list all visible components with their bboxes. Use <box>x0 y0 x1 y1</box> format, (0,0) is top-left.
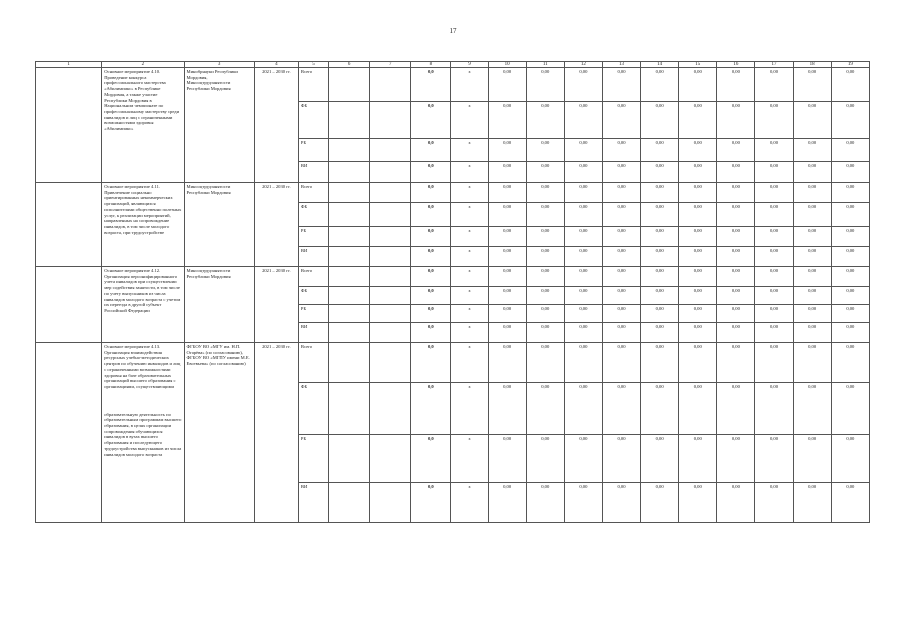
empty-cell <box>329 435 370 483</box>
year-value-cell: 0,00 <box>526 247 564 267</box>
period: 2021 – 2030 гг. <box>254 267 298 343</box>
empty-cell <box>370 203 411 227</box>
year-value-cell: 0,00 <box>564 435 602 483</box>
empty-cell <box>329 102 370 139</box>
year-value-cell: 0,00 <box>564 203 602 227</box>
year-value-cell: 0,00 <box>641 383 679 435</box>
year-value-cell: 0,00 <box>679 102 717 139</box>
column-header: 2 <box>102 62 184 68</box>
year-value-cell: 0,00 <box>717 162 755 183</box>
funding-source: РБ <box>298 139 328 162</box>
year-value-cell: 0,00 <box>679 203 717 227</box>
year-value-cell: 0,00 <box>526 203 564 227</box>
funding-source: ФБ <box>298 383 328 435</box>
funding-source: РБ <box>298 305 328 323</box>
year-value-cell: 0,00 <box>679 305 717 323</box>
column-header: 17 <box>755 62 793 68</box>
year-value-cell: 0,00 <box>831 227 869 247</box>
funding-source: ФБ <box>298 203 328 227</box>
year-value-cell: 0,00 <box>717 435 755 483</box>
year-value-cell: 0,00 <box>488 102 526 139</box>
year-value-cell: 0,00 <box>755 483 793 523</box>
funding-source: ВИ <box>298 247 328 267</box>
year-value-cell: 0,00 <box>564 183 602 203</box>
column-header: 18 <box>793 62 831 68</box>
year-value-cell: 0,00 <box>602 102 640 139</box>
empty-cell <box>370 383 411 435</box>
year-value-cell: 0,00 <box>602 483 640 523</box>
column-header: 3 <box>184 62 254 68</box>
year-value-cell: 0,00 <box>526 287 564 305</box>
budget-table <box>35 61 870 523</box>
year-value-cell: 0,00 <box>488 343 526 383</box>
value-cell: 0,0 <box>411 483 451 523</box>
year-value-cell: 0,00 <box>679 483 717 523</box>
year-value-cell: 0,00 <box>717 287 755 305</box>
year-value-cell: 0,00 <box>755 227 793 247</box>
value-cell: 0,0 <box>411 247 451 267</box>
year-value-cell: 0,00 <box>526 343 564 383</box>
empty-cell <box>329 139 370 162</box>
year-value-cell: 0,00 <box>679 183 717 203</box>
year-value-cell: 0,00 <box>717 183 755 203</box>
year-value-cell: 0,00 <box>526 323 564 343</box>
year-value-cell: 0,00 <box>602 287 640 305</box>
year-value-cell: 0,00 <box>641 68 679 102</box>
empty-cell <box>329 68 370 102</box>
value-cell: 0,0 <box>411 102 451 139</box>
year-value-cell: 0,00 <box>526 227 564 247</box>
empty-cell <box>370 287 411 305</box>
year-value-cell: 0,00 <box>679 139 717 162</box>
measure-name <box>102 343 184 523</box>
year-value-cell: 0,00 <box>793 287 831 305</box>
measure-name: Основное мероприятие 4.10. Проведение конкурса профессионального мастерства «Абилимпикс» в Республике Мордовия, а также участие Республики Мордовия в Национальном чемпионате по профессиональному мастерству среди инвалидов и лиц с ограниченными возможностями здоровья «Абилимпикс» <box>102 68 184 183</box>
empty-cell <box>329 305 370 323</box>
year-value-cell: 0,00 <box>526 267 564 287</box>
year-value-cell: 0,00 <box>526 183 564 203</box>
year-value-cell: 0,00 <box>641 162 679 183</box>
year-value-cell: 0,00 <box>679 323 717 343</box>
year-value-cell: 0,00 <box>717 102 755 139</box>
year-value-cell: 0,00 <box>831 343 869 383</box>
year-value-cell: 0,00 <box>602 183 640 203</box>
year-value-cell: 0,00 <box>793 483 831 523</box>
funding-source: РБ <box>298 227 328 247</box>
measure-name-continued: образовательную деятельность по образовательным программам высшего образования, в целях организации сопровождения обучающихся инвалидов в вузах высшего образования и последующего трудоустройства выпускников из числа инвалидов молодого возраста <box>104 411 182 457</box>
table-row <box>36 343 870 383</box>
year-value-cell: 0,00 <box>488 323 526 343</box>
year-value-cell: 0,00 <box>641 435 679 483</box>
value-cell: 0,0 <box>411 203 451 227</box>
year-value-cell: 0,00 <box>488 162 526 183</box>
executor: Минобрнауки Республики Мордовия, Минсоцтрудзанятости Республики Мордовия <box>184 68 254 183</box>
year-value-cell: 0,00 <box>602 343 640 383</box>
column-header: 8 <box>411 62 451 68</box>
year-value-cell: 0,00 <box>488 227 526 247</box>
year-value-cell: 0,00 <box>793 305 831 323</box>
year-value-cell: 0,00 <box>564 68 602 102</box>
column-header: 16 <box>717 62 755 68</box>
year-value-cell: 0,00 <box>564 162 602 183</box>
year-value-cell: 0,00 <box>488 68 526 102</box>
value-cell: 0,0 <box>411 435 451 483</box>
empty-cell <box>370 343 411 383</box>
year-value-cell: 0,00 <box>641 102 679 139</box>
year-value-cell: 0,00 <box>717 139 755 162</box>
year-value-cell: 0,00 <box>831 287 869 305</box>
year-value-cell: 0,00 <box>793 203 831 227</box>
table-row <box>36 183 870 203</box>
year-value-cell: 0,00 <box>602 267 640 287</box>
year-value-cell: 0,00 <box>717 323 755 343</box>
funding-source: Всего <box>298 68 328 102</box>
year-value-cell: 0,00 <box>679 227 717 247</box>
value-cell: x <box>451 483 488 523</box>
column-header: 7 <box>370 62 411 68</box>
funding-source: Всего <box>298 267 328 287</box>
year-value-cell: 0,00 <box>602 227 640 247</box>
year-value-cell: 0,00 <box>755 139 793 162</box>
empty-cell <box>370 139 411 162</box>
period: 2021 – 2030 гг. <box>254 68 298 183</box>
value-cell: x <box>451 68 488 102</box>
year-value-cell: 0,00 <box>793 383 831 435</box>
value-cell: 0,0 <box>411 139 451 162</box>
value-cell: 0,0 <box>411 162 451 183</box>
year-value-cell: 0,00 <box>717 247 755 267</box>
empty-cell <box>370 102 411 139</box>
value-cell: x <box>451 203 488 227</box>
year-value-cell: 0,00 <box>755 162 793 183</box>
year-value-cell: 0,00 <box>602 162 640 183</box>
year-value-cell: 0,00 <box>488 305 526 323</box>
year-value-cell: 0,00 <box>641 323 679 343</box>
value-cell: 0,0 <box>411 323 451 343</box>
measure-name-part: Основное мероприятие 4.13. Организация взаимодействия ресурсных учебно-методических центров по обучению инвалидов и лиц с ограниченными возможностями здоровья на базе образовательных организаций высшего образования с организациями, осуществляющими <box>104 344 181 389</box>
year-value-cell: 0,00 <box>526 483 564 523</box>
value-cell: 0,0 <box>411 383 451 435</box>
year-value-cell: 0,00 <box>793 139 831 162</box>
value-cell: x <box>451 227 488 247</box>
value-cell: x <box>451 183 488 203</box>
year-value-cell: 0,00 <box>526 162 564 183</box>
year-value-cell: 0,00 <box>641 247 679 267</box>
empty-cell <box>329 183 370 203</box>
empty-cell <box>329 267 370 287</box>
empty-cell <box>370 227 411 247</box>
year-value-cell: 0,00 <box>679 267 717 287</box>
executor: ФГБОУ ВО «МГУ им. Н.П. Огарёва» (по согласованию), ФГБОУ ВО «МГПУ имени М.Е. Евсевьева» (по согласованию) <box>184 343 254 523</box>
year-value-cell: 0,00 <box>526 383 564 435</box>
year-value-cell: 0,00 <box>679 383 717 435</box>
year-value-cell: 0,00 <box>679 287 717 305</box>
value-cell: 0,0 <box>411 183 451 203</box>
year-value-cell: 0,00 <box>526 68 564 102</box>
year-value-cell: 0,00 <box>755 343 793 383</box>
funding-source: ВИ <box>298 483 328 523</box>
measure-name: Основное мероприятие 4.12. Организация персонифицированного учета инвалидов при осуществлении мер содействия занятости, в том числе по учету выпускников из числа инвалидов молодого возраста с учетом их переезда в другой субъект Российской Федерации <box>102 267 184 343</box>
column-header: 11 <box>526 62 564 68</box>
value-cell: x <box>451 305 488 323</box>
column-header: 15 <box>679 62 717 68</box>
year-value-cell: 0,00 <box>831 183 869 203</box>
year-value-cell: 0,00 <box>831 68 869 102</box>
funding-source: ВИ <box>298 162 328 183</box>
column-header: 1 <box>36 62 102 68</box>
year-value-cell: 0,00 <box>755 323 793 343</box>
year-value-cell: 0,00 <box>564 483 602 523</box>
measure-name: Основное мероприятие 4.11. Привлечение социально ориентированных некоммерческих организаций, являющихся исполнителями общественно полезных услуг, к реализации мероприятий, направленных на сопровождение инвалидов, в том числе молодого возраста, при трудоустройстве <box>102 183 184 267</box>
year-value-cell: 0,00 <box>793 435 831 483</box>
year-value-cell: 0,00 <box>641 227 679 247</box>
year-value-cell: 0,00 <box>831 203 869 227</box>
empty-cell <box>329 247 370 267</box>
column-header: 6 <box>329 62 370 68</box>
executor: Минсоцтрудзанятости Республики Мордовия <box>184 267 254 343</box>
year-value-cell: 0,00 <box>488 483 526 523</box>
year-value-cell: 0,00 <box>641 267 679 287</box>
year-value-cell: 0,00 <box>564 247 602 267</box>
year-value-cell: 0,00 <box>679 343 717 383</box>
year-value-cell: 0,00 <box>602 247 640 267</box>
value-cell: 0,0 <box>411 267 451 287</box>
year-value-cell: 0,00 <box>717 267 755 287</box>
year-value-cell: 0,00 <box>755 102 793 139</box>
row-number-cell <box>36 68 102 183</box>
funding-source: Всего <box>298 343 328 383</box>
empty-cell <box>370 183 411 203</box>
year-value-cell: 0,00 <box>831 383 869 435</box>
empty-cell <box>370 267 411 287</box>
empty-cell <box>329 227 370 247</box>
empty-cell <box>370 162 411 183</box>
year-value-cell: 0,00 <box>717 227 755 247</box>
year-value-cell: 0,00 <box>831 247 869 267</box>
year-value-cell: 0,00 <box>831 162 869 183</box>
value-cell: x <box>451 247 488 267</box>
year-value-cell: 0,00 <box>755 305 793 323</box>
year-value-cell: 0,00 <box>564 383 602 435</box>
value-cell: 0,0 <box>411 68 451 102</box>
year-value-cell: 0,00 <box>717 305 755 323</box>
year-value-cell: 0,00 <box>564 343 602 383</box>
year-value-cell: 0,00 <box>564 287 602 305</box>
value-cell: 0,0 <box>411 227 451 247</box>
empty-cell <box>329 162 370 183</box>
column-header: 12 <box>564 62 602 68</box>
empty-cell <box>370 68 411 102</box>
empty-cell <box>370 247 411 267</box>
value-cell: x <box>451 139 488 162</box>
row-number-cell <box>36 183 102 267</box>
year-value-cell: 0,00 <box>564 102 602 139</box>
funding-source: РБ <box>298 435 328 483</box>
value-cell: x <box>451 267 488 287</box>
year-value-cell: 0,00 <box>793 183 831 203</box>
empty-cell <box>370 435 411 483</box>
column-header: 19 <box>831 62 869 68</box>
year-value-cell: 0,00 <box>641 343 679 383</box>
column-header: 5 <box>298 62 328 68</box>
year-value-cell: 0,00 <box>793 68 831 102</box>
year-value-cell: 0,00 <box>564 305 602 323</box>
period: 2021 – 2030 гг. <box>254 343 298 523</box>
year-value-cell: 0,00 <box>564 227 602 247</box>
year-value-cell: 0,00 <box>831 102 869 139</box>
funding-source: ФБ <box>298 287 328 305</box>
value-cell: 0,0 <box>411 305 451 323</box>
empty-cell <box>329 343 370 383</box>
year-value-cell: 0,00 <box>755 68 793 102</box>
year-value-cell: 0,00 <box>488 247 526 267</box>
year-value-cell: 0,00 <box>602 203 640 227</box>
row-number-cell <box>36 267 102 343</box>
year-value-cell: 0,00 <box>793 267 831 287</box>
year-value-cell: 0,00 <box>641 305 679 323</box>
year-value-cell: 0,00 <box>488 287 526 305</box>
year-value-cell: 0,00 <box>831 483 869 523</box>
year-value-cell: 0,00 <box>679 68 717 102</box>
year-value-cell: 0,00 <box>602 139 640 162</box>
empty-cell <box>329 203 370 227</box>
year-value-cell: 0,00 <box>641 483 679 523</box>
empty-cell <box>370 323 411 343</box>
value-cell: x <box>451 435 488 483</box>
year-value-cell: 0,00 <box>793 247 831 267</box>
year-value-cell: 0,00 <box>717 483 755 523</box>
funding-source: ВИ <box>298 323 328 343</box>
value-cell: x <box>451 323 488 343</box>
year-value-cell: 0,00 <box>679 162 717 183</box>
year-value-cell: 0,00 <box>755 203 793 227</box>
empty-cell <box>370 305 411 323</box>
value-cell: x <box>451 162 488 183</box>
column-header: 10 <box>488 62 526 68</box>
year-value-cell: 0,00 <box>564 139 602 162</box>
year-value-cell: 0,00 <box>564 323 602 343</box>
year-value-cell: 0,00 <box>793 162 831 183</box>
year-value-cell: 0,00 <box>793 343 831 383</box>
year-value-cell: 0,00 <box>641 203 679 227</box>
funding-source: Всего <box>298 183 328 203</box>
year-value-cell: 0,00 <box>717 343 755 383</box>
year-value-cell: 0,00 <box>488 383 526 435</box>
year-value-cell: 0,00 <box>526 435 564 483</box>
year-value-cell: 0,00 <box>831 305 869 323</box>
year-value-cell: 0,00 <box>793 102 831 139</box>
empty-cell <box>329 287 370 305</box>
year-value-cell: 0,00 <box>755 267 793 287</box>
year-value-cell: 0,00 <box>641 183 679 203</box>
year-value-cell: 0,00 <box>641 287 679 305</box>
year-value-cell: 0,00 <box>488 183 526 203</box>
year-value-cell: 0,00 <box>679 435 717 483</box>
value-cell: 0,0 <box>411 287 451 305</box>
period: 2021 – 2030 гг. <box>254 183 298 267</box>
empty-cell <box>370 483 411 523</box>
year-value-cell: 0,00 <box>831 323 869 343</box>
year-value-cell: 0,00 <box>564 267 602 287</box>
row-number-cell <box>36 343 102 523</box>
table-row <box>36 68 870 102</box>
year-value-cell: 0,00 <box>717 203 755 227</box>
year-value-cell: 0,00 <box>526 102 564 139</box>
year-value-cell: 0,00 <box>755 383 793 435</box>
value-cell: x <box>451 287 488 305</box>
year-value-cell: 0,00 <box>831 267 869 287</box>
column-header: 13 <box>602 62 640 68</box>
empty-cell <box>329 483 370 523</box>
year-value-cell: 0,00 <box>488 139 526 162</box>
value-cell: x <box>451 383 488 435</box>
year-value-cell: 0,00 <box>755 435 793 483</box>
year-value-cell: 0,00 <box>793 323 831 343</box>
year-value-cell: 0,00 <box>641 139 679 162</box>
year-value-cell: 0,00 <box>488 203 526 227</box>
year-value-cell: 0,00 <box>488 267 526 287</box>
year-value-cell: 0,00 <box>488 435 526 483</box>
year-value-cell: 0,00 <box>755 247 793 267</box>
year-value-cell: 0,00 <box>526 305 564 323</box>
year-value-cell: 0,00 <box>831 435 869 483</box>
year-value-cell: 0,00 <box>793 227 831 247</box>
table-row <box>36 267 870 287</box>
funding-source: ФБ <box>298 102 328 139</box>
value-cell: x <box>451 102 488 139</box>
value-cell: 0,0 <box>411 343 451 383</box>
year-value-cell: 0,00 <box>526 139 564 162</box>
year-value-cell: 0,00 <box>602 383 640 435</box>
year-value-cell: 0,00 <box>717 68 755 102</box>
year-value-cell: 0,00 <box>602 68 640 102</box>
value-cell: x <box>451 343 488 383</box>
column-header: 4 <box>254 62 298 68</box>
page-number: 17 <box>449 27 457 35</box>
year-value-cell: 0,00 <box>602 435 640 483</box>
year-value-cell: 0,00 <box>831 139 869 162</box>
column-header: 14 <box>641 62 679 68</box>
year-value-cell: 0,00 <box>755 287 793 305</box>
empty-cell <box>329 323 370 343</box>
year-value-cell: 0,00 <box>717 383 755 435</box>
executor: Минсоцтрудзанятости Республики Мордовия <box>184 183 254 267</box>
year-value-cell: 0,00 <box>602 323 640 343</box>
year-value-cell: 0,00 <box>602 305 640 323</box>
year-value-cell: 0,00 <box>755 183 793 203</box>
year-value-cell: 0,00 <box>679 247 717 267</box>
empty-cell <box>329 383 370 435</box>
column-header: 9 <box>451 62 488 68</box>
